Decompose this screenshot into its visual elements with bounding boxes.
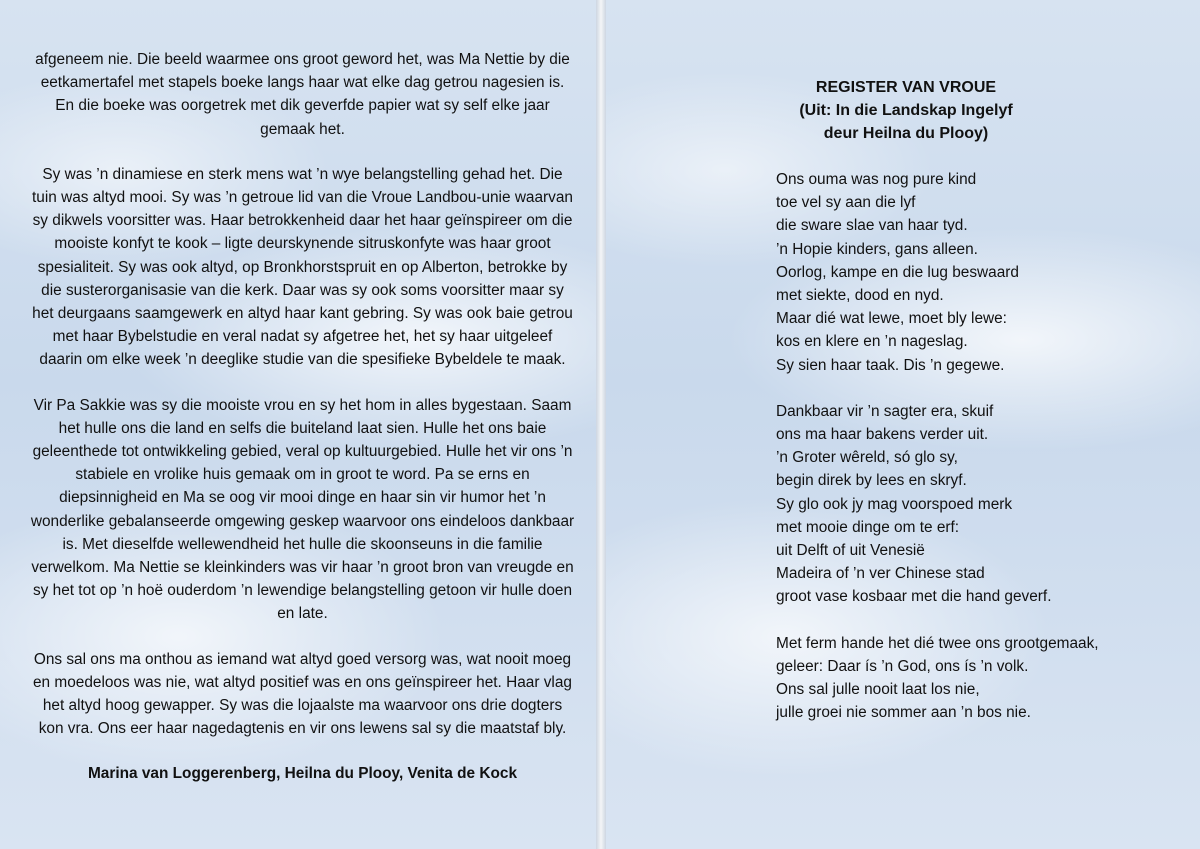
poem-line: Ons sal julle nooit laat los nie,: [776, 681, 980, 699]
poem-line: met mooie dinge om te erf:: [776, 518, 960, 536]
stanza-1: [776, 168, 1176, 377]
poem-line: geleer: Daar ís ’n God, ons ís ’n volk.: [776, 657, 1029, 675]
poem-line: Ons ouma was nog pure kind: [776, 171, 977, 188]
poem-line: Sy glo ook jy mag voorspoed merk: [776, 495, 1013, 513]
stanza-3: [776, 632, 1176, 725]
poem-line: Dankbaar vir ’n sagter era, skuif: [776, 402, 994, 420]
poem-line: met siekte, dood en nyd.: [776, 287, 944, 305]
poem-line: Maar dié wat lewe, moet bly lewe:: [776, 310, 1007, 328]
poem-line: ’n Hopie kinders, gans alleen.: [776, 240, 978, 258]
stanza-2: [776, 400, 1176, 609]
paragraph-1: afgeneem nie. Die beeld waarmee ons groot geword het, was Ma Nettie by die eetkamertafel met stapels boeke langs haar wat elke dag getrou nagesien is. En die boeke was oorgetrek met dik geverfde papier wat sy self elke jaar gemaak het.: [35, 51, 570, 138]
paragraph-4: Ons sal ons ma onthou as iemand wat altyd goed versorg was, wat nooit moeg en moedeloos was nie, wat altyd positief was en ons geïnspireer het. Haar vlag het altyd hoog gewapper. Sy was die lojaalste ma waarvoor ons drie dogters kon vra. Ons eer haar nagedagtenis en vir ons lewens sal sy die maatstaf bly.: [33, 650, 572, 738]
poem-line: ’n Groter wêreld, só glo sy,: [776, 449, 958, 467]
signature: Marina van Loggerenberg, Heilna du Plooy, Venita de Kock: [87, 765, 518, 783]
poem-body: [776, 168, 1176, 747]
poem-line: toe vel sy aan die lyf: [776, 194, 916, 212]
tribute-text: [30, 48, 575, 808]
poem-line: uit Delft of uit Venesië: [776, 542, 925, 560]
paragraph-2: Sy was ’n dinamiese en sterk mens wat ’n wye belangstelling gehad het. Die tuin was altyd mooi. Sy was ’n getroue lid van die Vroue Landbou-unie waarvan sy dikwels voorsitter was. Haar betrokkenheid daar het haar geïnspireer om die mooiste konfyt te kook – ligte deurskynende sitruskonfyte was haar groot spesialiteit. Sy was ook altyd, op Bronkhorstspruit en op Alberton, betrokke by die susterorganisasie van die kerk. Daar was sy ook soms voorsitter maar sy het deurgaans saamgewerk en altyd haar kant gebring. Sy was ook baie getrou met haar Bybelstudie en veral nadat sy afgetree het, het sy haar uitgeleef daarin om elke week ’n deeglike studie van die spesifieke Bybeldele te maak.: [32, 165, 573, 369]
poem-line: Sy sien haar taak. Dis ’n gegewe.: [776, 356, 1005, 374]
poem-title-line-1: REGISTER VAN VROUE: [815, 79, 997, 96]
poem-line: kos en klere en ’n nageslag.: [776, 333, 968, 351]
poem-line: ons ma haar bakens verder uit.: [776, 426, 989, 444]
poem-line: Madeira of ’n ver Chinese stad: [776, 565, 985, 583]
poem-line: groot vase kosbaar met die hand geverf.: [776, 588, 1052, 606]
poem-title-line-2: (Uit: In die Landskap Ingelyf: [799, 102, 1013, 119]
poem-line: Met ferm hande het dié twee ons grootgemaak,: [776, 634, 1099, 652]
left-page: [0, 0, 596, 849]
poem-title-line-3: deur Heilna du Plooy): [823, 125, 989, 142]
poem-title: [756, 76, 1056, 145]
poem-line: Oorlog, kampe en die lug beswaard: [776, 263, 1019, 281]
poem-line: julle groei nie sommer aan ’n bos nie.: [776, 704, 1031, 722]
page-fold: [596, 0, 606, 849]
right-page: [606, 0, 1200, 849]
poem-line: die sware slae van haar tyd.: [776, 217, 968, 235]
paragraph-3: Vir Pa Sakkie was sy die mooiste vrou en sy het hom in alles bygestaan. Saam het hulle ons die land en selfs die buiteland laat sien. Hulle het ons baie geleenthede tot ontwikkeling gebied, veral op kultuurgebied. Hulle het vir ons ’n stabiele en vrolike huis gemaak om in groot te word. Pa se erns en diepsinnigheid en Ma se oog vir mooi dinge en haar sin vir humor het ’n wonderlike gebalanseerde omgewing geskep waarvoor ons eindeloos dankbaar is. Met dieselfde wellewendheid het hulle die skoonseuns in die familie verwelkom. Ma Nettie se kleinkinders was vir haar ’n groot bron van vreugde en sy het tot op ’n hoë ouderdom ’n lewendige belangstelling getoon vir hulle doen en late.: [30, 396, 575, 623]
poem-line: begin direk by lees en skryf.: [776, 472, 967, 490]
